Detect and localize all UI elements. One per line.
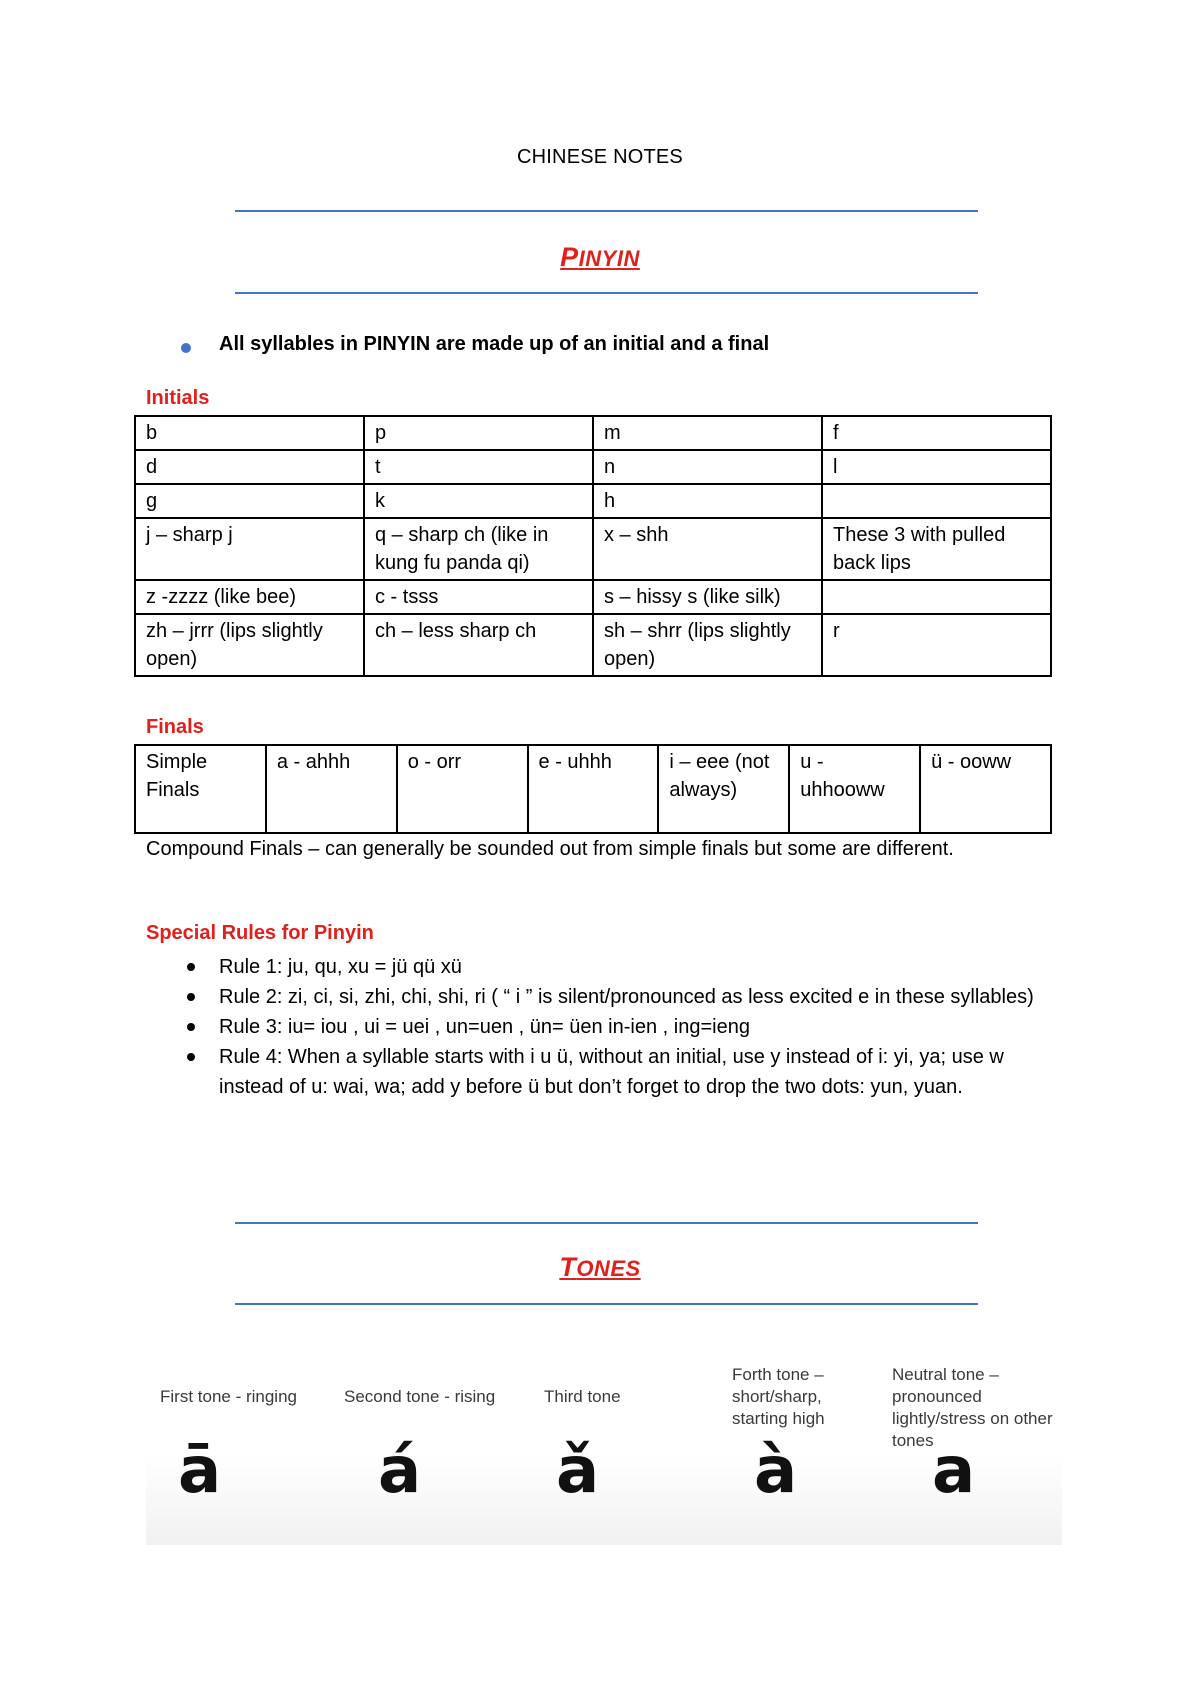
table-cell: b bbox=[135, 416, 364, 450]
tones-chart bbox=[146, 1340, 1062, 1545]
rule-text: Rule 2: zi, ci, si, zhi, chi, shi, ri ( “ i ” is silent/pronounced as less excited e in these syllables) bbox=[219, 986, 1034, 1008]
table-row bbox=[135, 416, 1051, 450]
rule-text: Rule 4: When a syllable starts with i u ü, without an initial, use y instead of i: yi, ya; use w instead of u: wai, wa; add y before ü but don’t forget to drop the two dots: yun, yuan. bbox=[219, 1046, 1004, 1098]
pinyin-heading-rest: INYIN bbox=[578, 246, 640, 271]
table-cell: u - uhhooww bbox=[789, 745, 920, 833]
table-cell: r bbox=[822, 614, 1051, 676]
table-cell: zh – jrrr (lips slightly open) bbox=[135, 614, 364, 676]
table-cell: ü - ooww bbox=[920, 745, 1051, 833]
initials-table bbox=[134, 415, 1052, 677]
tone-label-first: First tone - ringing bbox=[160, 1387, 297, 1406]
table-cell: a - ahhh bbox=[266, 745, 397, 833]
tone-label-neutral: Neutral tone – pronounced lightly/stress on other tones bbox=[892, 1365, 1053, 1450]
table-cell: c - tsss bbox=[364, 580, 593, 614]
bullet-dot-icon bbox=[187, 993, 195, 1001]
rule-text: Rule 3: iu= iou , ui = uei , un=uen , ün= üen in-ien , ing=ieng bbox=[219, 1016, 750, 1038]
tone-letter-second: á bbox=[378, 1434, 422, 1508]
table-cell: p bbox=[364, 416, 593, 450]
table-cell: o - orr bbox=[397, 745, 528, 833]
list-item bbox=[183, 952, 1053, 982]
table-cell: h bbox=[593, 484, 822, 518]
tones-heading bbox=[0, 1252, 1200, 1283]
table-cell: z -zzzz (like bee) bbox=[135, 580, 364, 614]
tone-letter-third: ǎ bbox=[556, 1434, 600, 1508]
tone-letter-neutral: a bbox=[932, 1434, 976, 1508]
pinyin-bullet-text: All syllables in PINYIN are made up of an initial and a final bbox=[219, 333, 770, 355]
table-row bbox=[135, 518, 1051, 580]
divider-tones-bottom bbox=[235, 1303, 978, 1305]
rule-text: Rule 1: ju, qu, xu = jü qü xü bbox=[219, 956, 462, 978]
bullet-dot-icon bbox=[187, 963, 195, 971]
pinyin-heading-first: P bbox=[560, 242, 579, 272]
table-row bbox=[135, 580, 1051, 614]
bullet-dot-icon bbox=[181, 343, 191, 353]
tone-label-third: Third tone bbox=[544, 1387, 621, 1406]
table-cell: k bbox=[364, 484, 593, 518]
initials-heading: Initials bbox=[146, 387, 210, 409]
finals-heading: Finals bbox=[146, 716, 204, 738]
tones-heading-rest: ONES bbox=[576, 1256, 641, 1281]
finals-table bbox=[134, 744, 1052, 834]
pinyin-heading bbox=[0, 242, 1200, 273]
bullet-dot-icon bbox=[187, 1023, 195, 1031]
list-item bbox=[183, 982, 1053, 1012]
divider-top bbox=[235, 210, 978, 212]
table-row bbox=[135, 450, 1051, 484]
table-cell: l bbox=[822, 450, 1051, 484]
list-item bbox=[183, 1042, 1053, 1102]
compound-finals-note: Compound Finals – can generally be sounded out from simple finals but some are different. bbox=[146, 838, 954, 860]
table-row bbox=[135, 484, 1051, 518]
document-title: CHINESE NOTES bbox=[517, 146, 683, 168]
tone-letter-first: ā bbox=[178, 1434, 222, 1508]
table-cell: q – sharp ch (like in kung fu panda qi) bbox=[364, 518, 593, 580]
divider-tones-top bbox=[235, 1222, 978, 1224]
table-cell: j – sharp j bbox=[135, 518, 364, 580]
bullet-dot-icon bbox=[187, 1053, 195, 1061]
divider-pinyin-bottom bbox=[235, 292, 978, 294]
table-cell: t bbox=[364, 450, 593, 484]
table-cell: m bbox=[593, 416, 822, 450]
table-cell: ch – less sharp ch bbox=[364, 614, 593, 676]
table-cell: g bbox=[135, 484, 364, 518]
table-row bbox=[135, 614, 1051, 676]
tone-letter-fourth: à bbox=[754, 1434, 798, 1508]
table-cell bbox=[822, 484, 1051, 518]
special-rules-list bbox=[183, 952, 1053, 1102]
table-cell: These 3 with pulled back lips bbox=[822, 518, 1051, 580]
table-cell: i – eee (not always) bbox=[658, 745, 789, 833]
tones-heading-first: T bbox=[559, 1252, 577, 1282]
table-cell: x – shh bbox=[593, 518, 822, 580]
tone-label-fourth: Forth tone – short/sharp, starting high bbox=[732, 1365, 825, 1428]
special-rules-heading: Special Rules for Pinyin bbox=[146, 922, 374, 944]
table-cell: e - uhhh bbox=[528, 745, 659, 833]
table-cell: Simple Finals bbox=[135, 745, 266, 833]
tone-label-second: Second tone - rising bbox=[344, 1387, 496, 1406]
table-cell: f bbox=[822, 416, 1051, 450]
table-cell: n bbox=[593, 450, 822, 484]
table-cell: sh – shrr (lips slightly open) bbox=[593, 614, 822, 676]
table-cell: d bbox=[135, 450, 364, 484]
table-cell bbox=[822, 580, 1051, 614]
table-row bbox=[135, 745, 1051, 833]
list-item bbox=[183, 1012, 1053, 1042]
table-cell: s – hissy s (like silk) bbox=[593, 580, 822, 614]
